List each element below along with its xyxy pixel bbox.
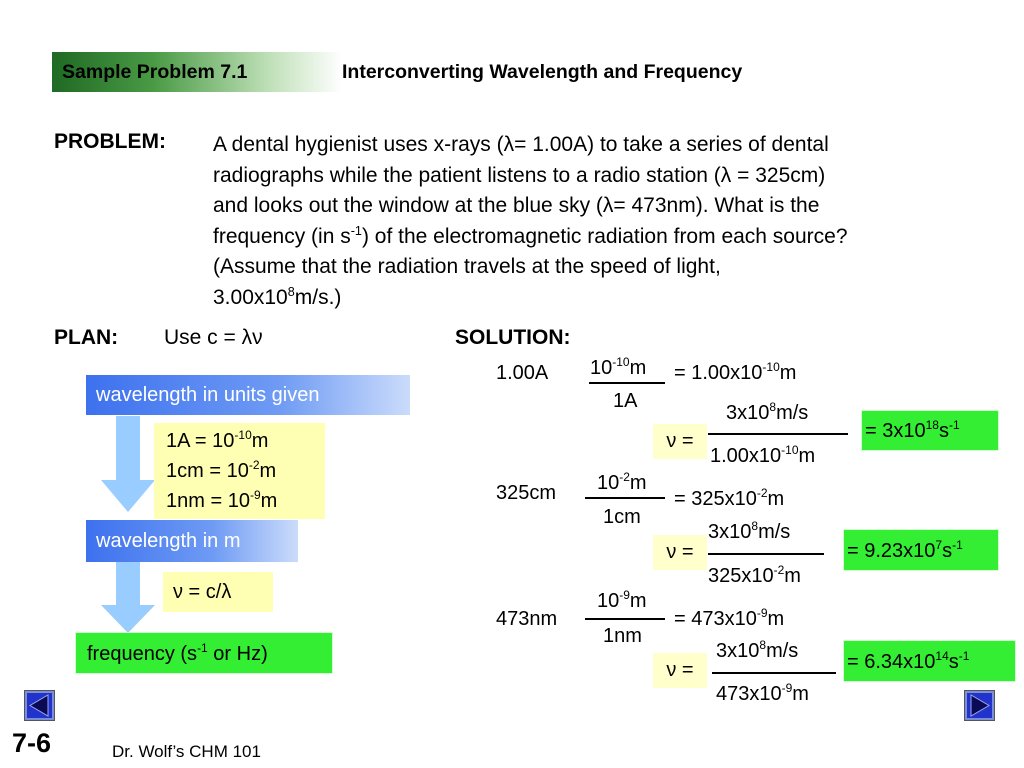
problem-line: $3.00x10^8m/s$.) <box>213 284 342 309</box>
formula-box: ν = c/λ <box>163 572 273 612</box>
answer-box: = $3x10^{18}s^{-1}$ <box>861 410 999 451</box>
flow-arrow <box>101 416 155 512</box>
answer-box: = $9.23x10^7s^{-1}$ <box>843 529 999 571</box>
wavelength-in-m: = $325x10^{-2}m$ <box>674 486 785 510</box>
conversion-line: $1cm = 10^{-2}m$ <box>166 458 277 482</box>
fraction-line <box>708 553 824 555</box>
problem-line: radiographs while the patient listens to a radio station (λ = 325cm) <box>213 163 826 187</box>
conversion-numerator: $10^{-10}m$ <box>590 355 647 379</box>
problem-line: A dental hygienist uses x-rays (λ= 1.00A) to take a series of dental <box>213 133 829 156</box>
frequency-numerator: $3x10^8m/s$ <box>726 400 809 424</box>
problem-label: PROBLEM: <box>54 130 166 153</box>
plan-text: Use c = λν <box>164 326 263 349</box>
triangle-right-icon <box>964 690 995 721</box>
conversion-line: $1nm = 10^{-9}m$ <box>166 488 278 512</box>
conversion-line: $1A = 10^{-10}m$ <box>166 428 269 452</box>
conversion-denominator: 1A <box>613 390 638 412</box>
conversion-denominator: 1nm <box>603 625 642 647</box>
fraction-line <box>712 672 836 674</box>
given-wavelength: 325cm <box>496 482 557 504</box>
frequency-denominator: $1.00x10^{-10}m$ <box>710 443 816 467</box>
previous-slide-button[interactable] <box>24 690 55 721</box>
fraction-line <box>585 497 665 499</box>
nu-label: ν = <box>653 653 707 688</box>
frequency-numerator: $3x10^8m/s$ <box>716 638 799 662</box>
given-wavelength: 1.00A <box>496 362 549 384</box>
next-slide-button[interactable] <box>964 690 995 721</box>
flow-arrow <box>101 561 155 633</box>
frequency-numerator: $3x10^8m/s$ <box>708 519 791 543</box>
problem-line: and looks out the window at the blue sky (λ= 473nm). What is the <box>213 194 820 217</box>
nu-label: ν = <box>653 424 707 459</box>
conversion-numerator: $10^{-9}m$ <box>597 588 647 612</box>
conversion-numerator: $10^{-2}m$ <box>597 470 647 494</box>
conversion-denominator: 1cm <box>603 506 641 528</box>
answer-box: = $6.34x10^{14}s^{-1}$ <box>843 640 1016 682</box>
problem-line: frequency (in $s^{-1}$) of the electromagnetic radiation from each source? <box>213 223 848 248</box>
frequency-denominator: $473x10^{-9}m$ <box>716 681 809 705</box>
plan-label: PLAN: <box>54 326 119 349</box>
frequency-denominator: $325x10^{-2}m$ <box>708 563 801 587</box>
unit-conversion-box <box>154 423 325 519</box>
wavelength-in-m: = $473x10^{-9}m$ <box>674 606 785 630</box>
course-footer: Dr. Wolf’s CHM 101 <box>112 742 261 761</box>
given-wavelength: 473nm <box>496 608 558 630</box>
fraction-line <box>708 433 848 435</box>
problem-text <box>213 130 848 313</box>
page-number: 7-6 <box>12 728 52 758</box>
solution-label: SOLUTION: <box>455 326 571 349</box>
sample-problem-label: Sample Problem 7.1 <box>62 61 248 83</box>
frequency-box: frequency ($s^{-1}$ or Hz) <box>75 632 333 674</box>
problem-line: (Assume that the radiation travels at the speed of light, <box>213 255 721 278</box>
wavelength-given-box: wavelength in units given <box>86 375 410 415</box>
wavelength-m-box: wavelength in m <box>86 520 298 562</box>
fraction-line <box>589 382 665 384</box>
triangle-left-icon <box>24 690 55 721</box>
fraction-line <box>585 618 665 620</box>
nu-label: ν = <box>653 535 707 570</box>
slide-title: Interconverting Wavelength and Frequency <box>342 61 743 83</box>
wavelength-in-m: = $1.00x10^{-10}m$ <box>674 360 797 384</box>
